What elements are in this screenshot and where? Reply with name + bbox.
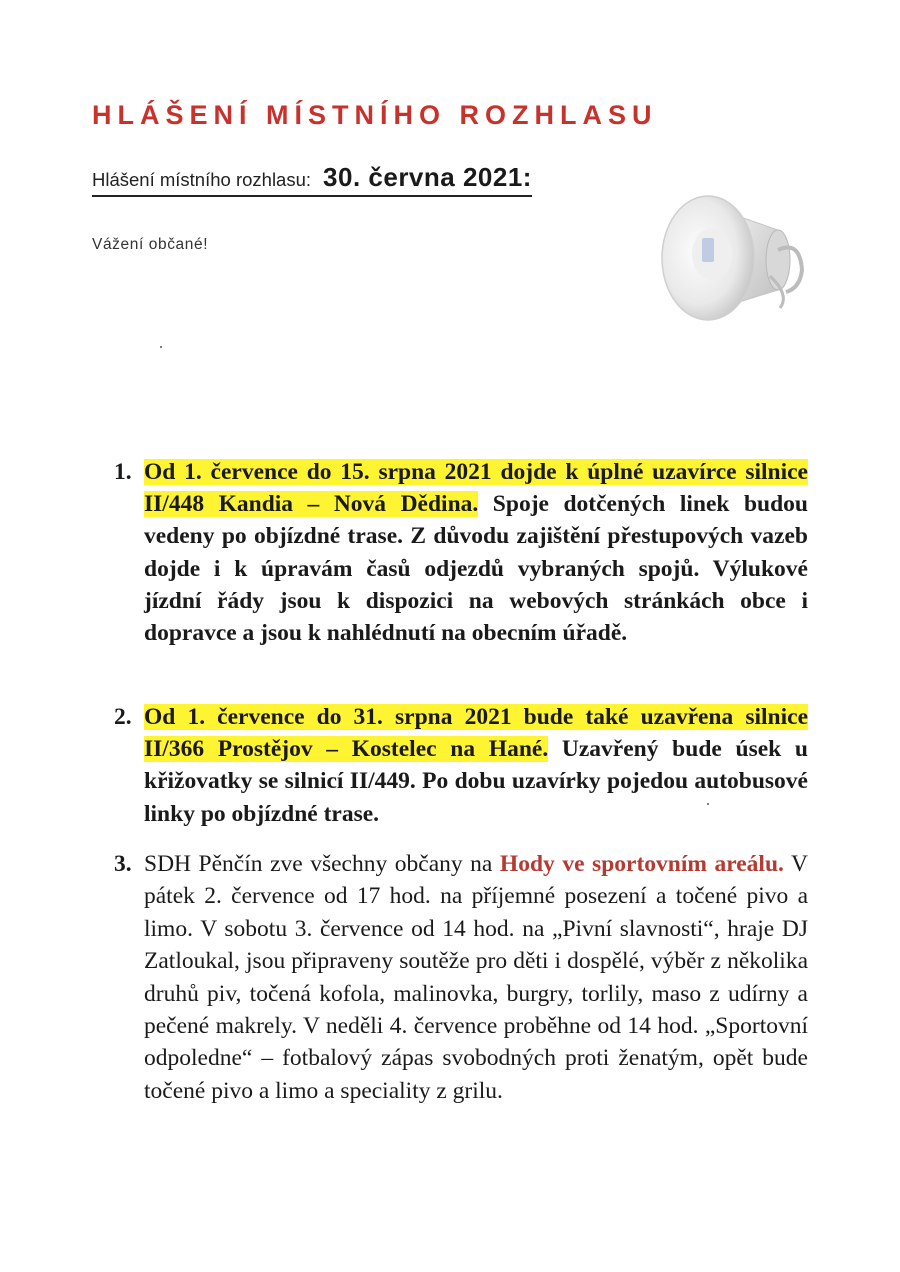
list-item xyxy=(116,701,808,830)
greeting: Vážení občané! xyxy=(92,236,209,253)
item-text: SDH Pěnčín zve všechny občany na xyxy=(144,851,500,877)
item-text: Spoje dotčených linek budou vedeny po objízdné trase. Z důvodu zajištění přestupových vazeb dojde i k úpravám časů odjezdů vybraných spojů. Výlukové jízdní řády jsou k dispozici na webových stránkách obce i dopravce a jsou k nahlédnutí na obecním úřadě. xyxy=(144,491,808,647)
page-title: HLÁŠENÍ MÍSTNÍHO ROZHLASU xyxy=(92,100,658,130)
item-number: 2. xyxy=(114,704,132,730)
highlighted-text: Od 1. července do 15. srpna 2021 dojde k úplné uzavírce silnice II/448 Kandia – Nová Dědina. xyxy=(144,459,808,518)
event-name: Hody ve sportovním areálu. xyxy=(499,851,784,877)
list-item xyxy=(116,456,808,649)
item-text: Uzavřený bude úsek u křižovatky se silnicí II/449. Po dobu uzavírky pojedou autobusové linky po objízdné trase. xyxy=(144,736,809,827)
list-item xyxy=(116,848,808,1107)
megaphone-icon xyxy=(650,180,810,330)
item-text: V pátek 2. července od 17 hod. na příjemné posezení a točené pivo a limo. V sobotu 3. července od 14 hod. na „Pivní slavnosti“, hraje DJ Zatloukal, jsou připraveny soutěže pro děti i dospělé, výběr z několika druhů piv, točená kofola, malinovka, burgry, torlily, maso z udírny a pečené makrely. V neděli 4. července proběhne od 14 hod. „Sportovní odpoledne“ – fotbalový zápas svobodných proti ženatým, opět bude točené pivo a limo a speciality z grilu. xyxy=(144,851,808,1104)
item-number: 3. xyxy=(114,851,132,877)
scan-speck xyxy=(160,346,162,348)
date-label: Hlášení místního rozhlasu: xyxy=(92,169,312,190)
highlighted-text: Od 1. července do 31. srpna 2021 bude také uzavřena silnice II/366 Prostějov – Kostelec na Hané. xyxy=(144,704,808,763)
date-value: 30. června 2021: xyxy=(323,162,532,192)
date-line xyxy=(92,162,532,197)
item-number: 1. xyxy=(114,459,132,485)
